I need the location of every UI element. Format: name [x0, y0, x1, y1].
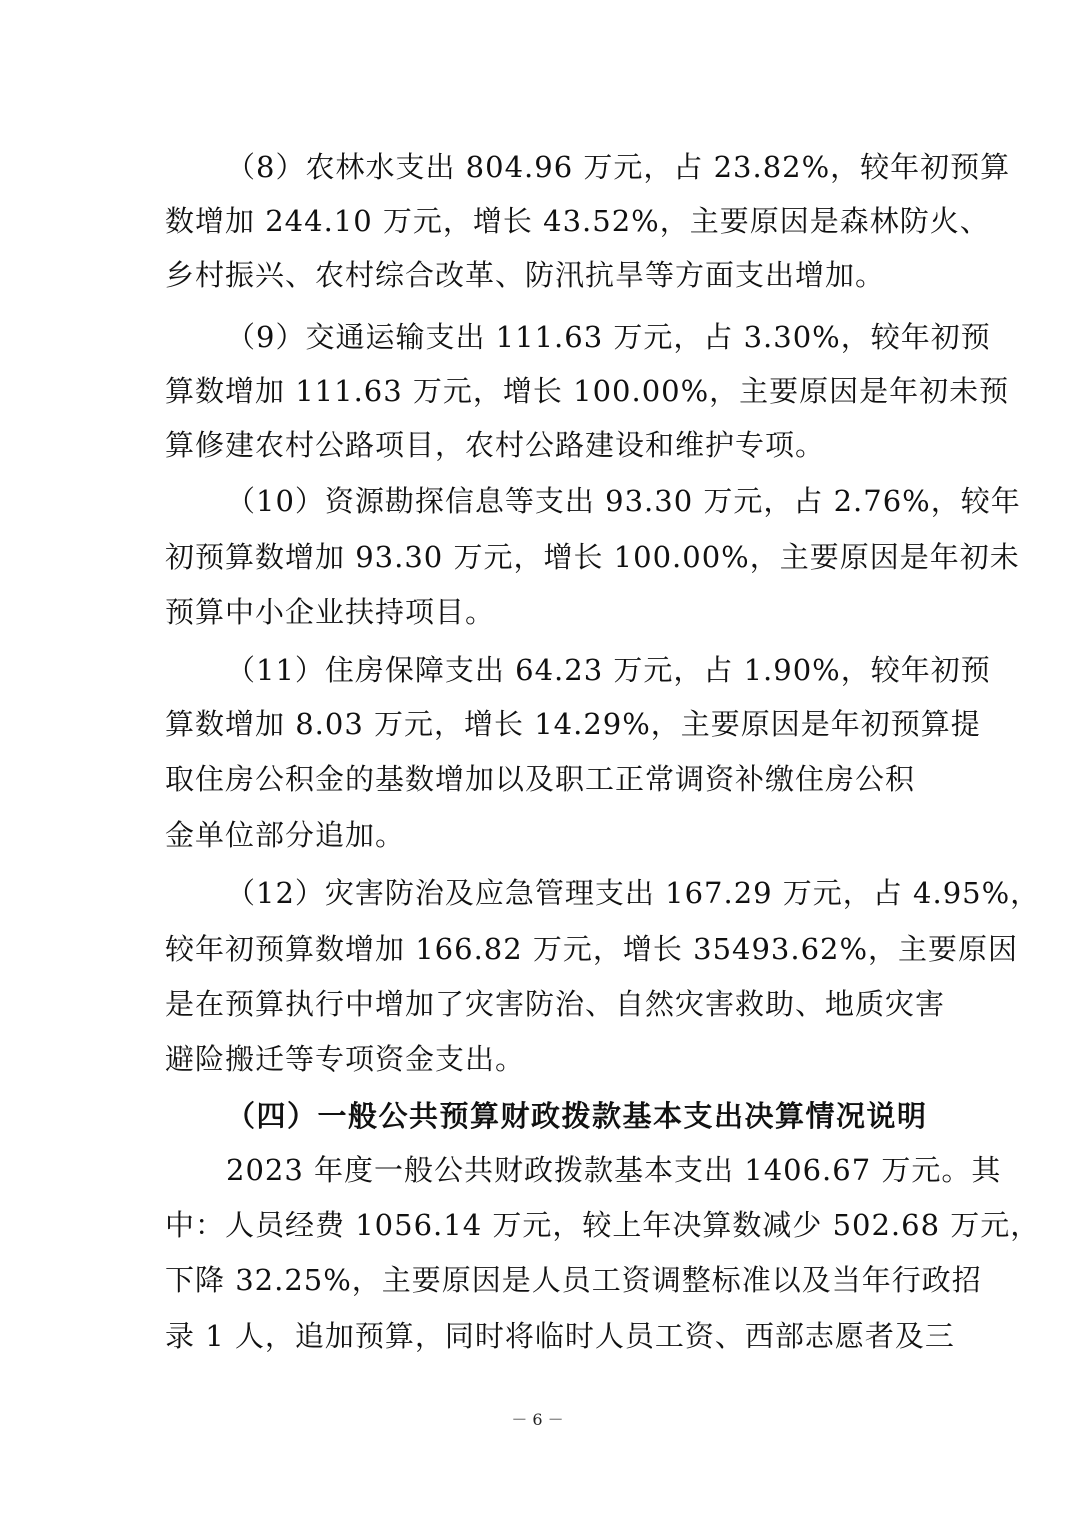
paragraph-9-line-2: 算数增加 111.63 万元，增长 100.00%，主要原因是年初未预 — [165, 374, 1010, 408]
paragraph-12-line-1: （12）灾害防治及应急管理支出 167.29 万元，占 4.95%， — [226, 876, 1041, 910]
paragraph-10-line-3: 预算中小企业扶持项目。 — [165, 595, 496, 629]
paragraph-11-line-1: （11）住房保障支出 64.23 万元，占 1.90%，较年初预 — [226, 653, 991, 687]
paragraph-12-line-2: 较年初预算数增加 166.82 万元，增长 35493.62%，主要原因 — [165, 932, 1019, 966]
paragraph-10-line-2: 初预算数增加 93.30 万元，增长 100.00%，主要原因是年初未 — [165, 540, 1020, 574]
page-number: － 6 － — [511, 1410, 564, 1429]
paragraph-9-line-3: 算修建农村公路项目，农村公路建设和维护专项。 — [165, 428, 826, 462]
paragraph-12-line-4: 避险搬迁等专项资金支出。 — [165, 1042, 526, 1076]
paragraph-8-line-1: （8）农林水支出 804.96 万元，占 23.82%，较年初预算 — [226, 150, 1011, 184]
paragraph-9-line-1: （9）交通运输支出 111.63 万元，占 3.30%，较年初预 — [226, 320, 991, 354]
basic-expense-line-3: 下降 32.25%，主要原因是人员工资调整标准以及当年行政招 — [165, 1263, 982, 1297]
section-heading: （四）一般公共预算财政拨款基本支出决算情况说明 — [226, 1099, 928, 1133]
paragraph-8-line-3: 乡村振兴、农村综合改革、防汛抗旱等方面支出增加。 — [165, 258, 886, 292]
paragraph-10-line-1: （10）资源勘探信息等支出 93.30 万元，占 2.76%，较年 — [226, 484, 1021, 518]
paragraph-11-line-4: 金单位部分追加。 — [165, 818, 406, 852]
paragraph-12-line-3: 是在预算执行中增加了灾害防治、自然灾害救助、地质灾害 — [165, 987, 946, 1021]
paragraph-11-line-2: 算数增加 8.03 万元，增长 14.29%，主要原因是年初预算提 — [165, 707, 981, 741]
paragraph-11-line-3: 取住房公积金的基数增加以及职工正常调资补缴住房公积 — [165, 762, 916, 796]
basic-expense-line-4: 录 1 人，追加预算，同时将临时人员工资、西部志愿者及三 — [165, 1319, 955, 1353]
paragraph-8-line-2: 数增加 244.10 万元，增长 43.52%，主要原因是森林防火、 — [165, 204, 990, 238]
basic-expense-line-2: 中：人员经费 1056.14 万元，较上年决算数减少 502.68 万元， — [165, 1208, 1041, 1242]
basic-expense-line-1: 2023 年度一般公共财政拨款基本支出 1406.67 万元。其 — [226, 1153, 1002, 1187]
